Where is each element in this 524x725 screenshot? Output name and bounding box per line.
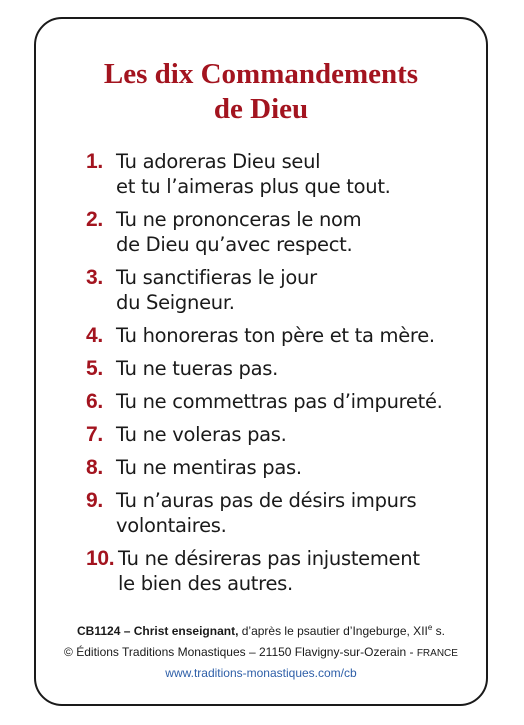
commandment-8 [86,455,486,480]
commandment-number: 7. [86,423,103,446]
commandment-text: Tu n’auras pas de désirs impurs [116,489,417,512]
commandment-text: Tu ne désireras pas injustement [118,547,420,570]
commandment-number: 4. [86,324,103,347]
commandment-text: volontaires. [116,514,227,537]
title-line-1: Les dix Commandements [103,58,419,90]
image-reference [36,621,486,642]
commandment-5 [86,356,486,381]
commandment-9 [86,488,486,538]
century-superscript: e [427,623,433,632]
commandment-text: le bien des autres. [118,572,293,595]
commandment-6 [86,389,486,414]
commandment-number: 6. [86,390,103,413]
commandment-text: Tu ne prononceras le nom [116,208,362,231]
commandment-4 [86,323,486,348]
publisher-country: FRANCE [416,648,458,659]
commandment-text: et tu l’aimeras plus que tout. [116,175,391,198]
title-line-2: de Dieu [213,93,309,125]
reference-end: s. [432,624,445,638]
reference-source: d’après le psautier d’Ingeburge, XII [238,624,428,638]
publisher-line [36,642,486,664]
commandment-text: Tu ne tueras pas. [116,357,278,380]
card-title [36,57,486,127]
reference-code: CB1124 – Christ enseignant, [77,624,239,638]
website-line [36,663,486,684]
prayer-card [34,17,488,706]
commandment-text: Tu sanctifieras le jour [116,266,317,289]
commandment-10 [86,546,486,596]
commandment-text: Tu honoreras ton père et ta mère. [116,324,435,347]
commandment-text: du Seigneur. [116,291,235,314]
commandment-text: de Dieu qu’avec respect. [116,233,353,256]
commandment-1 [86,149,486,199]
commandment-number: 9. [86,489,103,512]
commandment-3 [86,265,486,315]
commandment-text: Tu ne commettras pas d’impureté. [116,390,443,413]
commandment-number: 3. [86,266,103,289]
commandment-number: 5. [86,357,103,380]
commandment-7 [86,422,486,447]
commandment-number: 1. [86,150,103,173]
commandment-text: Tu ne voleras pas. [116,423,287,446]
commandment-2 [86,207,486,257]
publisher-name: © Éditions Traditions Monastiques – 21150 Flavigny-sur-Ozerain - [64,645,417,659]
website-link[interactable]: www.traditions-monastiques.com/cb [165,666,357,680]
commandment-number: 10. [86,547,115,570]
commandments-list [86,149,486,604]
commandment-number: 8. [86,456,103,479]
commandment-text: Tu ne mentiras pas. [116,456,302,479]
commandment-text: Tu adoreras Dieu seul [116,150,321,173]
commandment-number: 2. [86,208,103,231]
